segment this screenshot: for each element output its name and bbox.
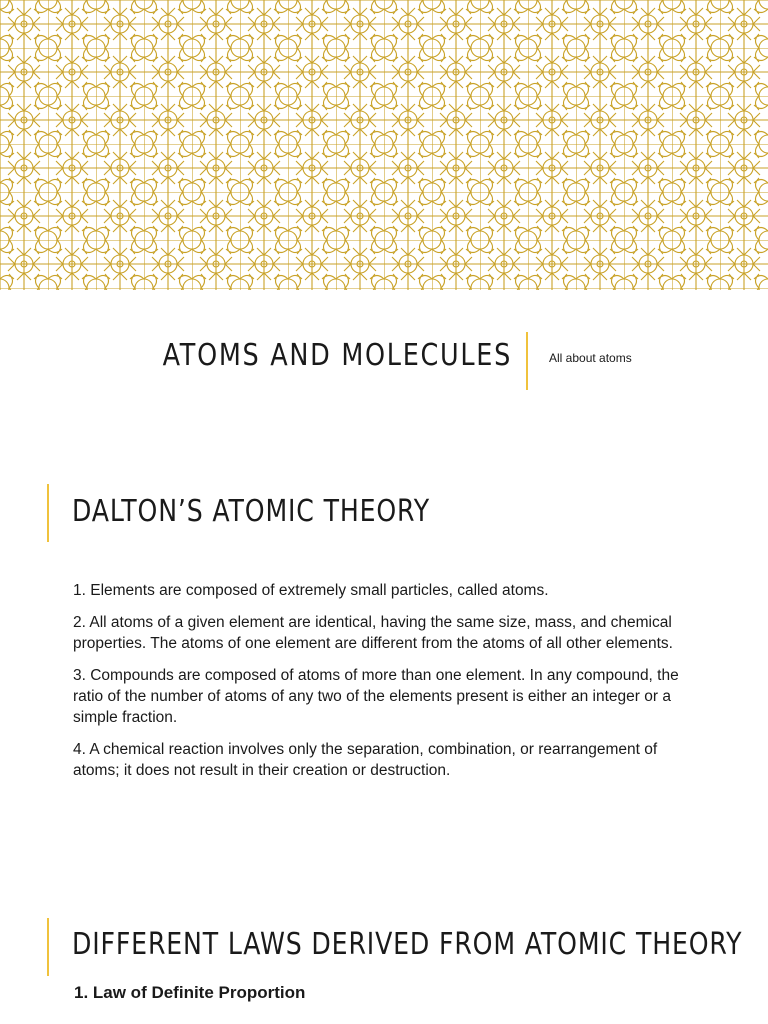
dalton-section-accent-bar — [47, 484, 49, 542]
theory-point: 3. Compounds are composed of atoms of more than one element. In any compound, the ratio of the number of atoms of any two of the elements present is either an integer or a simple fraction. — [73, 667, 679, 726]
geometric-flower-pattern-icon — [0, 0, 768, 290]
dalton-section-heading: DALTON’S ATOMIC THEORY — [72, 494, 431, 529]
law-of-definite-proportion-heading: 1. Law of Definite Proportion — [74, 983, 306, 1002]
patterned-banner — [0, 0, 768, 290]
theory-point: 1. Elements are composed of extremely small particles, called atoms. — [73, 582, 549, 599]
presentation-title: ATOMS AND MOLECULES — [162, 338, 512, 373]
title-divider — [526, 332, 528, 390]
laws-section-accent-bar — [47, 918, 49, 976]
theory-point: 4. A chemical reaction involves only the separation, combination, or rearrangement of atoms; it does not result in their creation or destruction. — [73, 741, 658, 779]
dalton-theory-list — [73, 580, 693, 792]
title-block — [0, 330, 768, 390]
presentation-subtitle: All about atoms — [549, 351, 632, 365]
theory-point: 2. All atoms of a given element are identical, having the same size, mass, and chemical properties. The atoms of one element are different from the atoms of all other elements. — [73, 614, 673, 652]
laws-section-heading: DIFFERENT LAWS DERIVED FROM ATOMIC THEORY — [72, 927, 743, 962]
